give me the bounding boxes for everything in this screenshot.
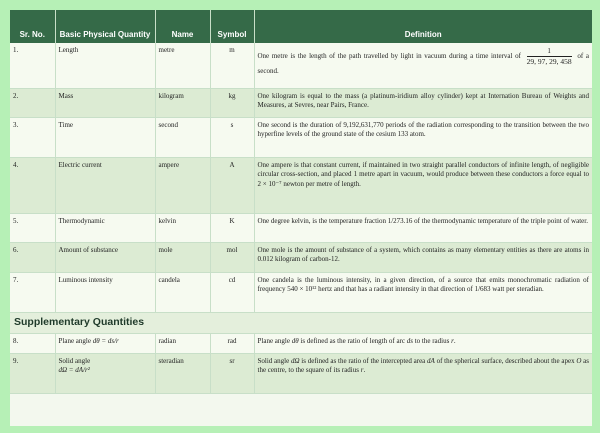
fraction-denominator: 29, 97, 29, 458: [526, 57, 572, 66]
row-quantity: Mass: [55, 88, 155, 117]
row-name: metre: [155, 43, 210, 88]
def-symbol: dA: [427, 356, 435, 365]
def-part: Plane angle: [257, 336, 292, 345]
def-part: of the spherical surface, described about the apex: [434, 356, 577, 365]
table-row: [10, 213, 592, 242]
row-quantity: Thermodynamic: [55, 213, 155, 242]
row-sr: 3.: [10, 117, 55, 157]
def-symbol: O: [576, 356, 582, 365]
table-row: [10, 333, 592, 353]
fraction: [527, 46, 572, 67]
section-title: Supplementary Quantities: [10, 312, 592, 333]
section-header-row: [10, 312, 592, 333]
row-sr: 7.: [10, 272, 55, 312]
def-symbol: r: [360, 366, 364, 375]
row-sr: 1.: [10, 43, 55, 88]
quantity-formula: dΩ = dA/r²: [58, 366, 90, 375]
def-symbol: r: [451, 336, 454, 345]
row-sr: 8.: [10, 333, 55, 353]
col-header-definition: Definition: [254, 10, 592, 43]
row-definition: One mole is the amount of substance of a system, which contains as many elementary entities as there are atoms in 0.012 kilogram of carbon-12.: [254, 242, 592, 272]
row-definition: One second is the duration of 9,192,631,770 periods of the radiation corresponding to the transition between the two hyperfine levels of the ground state of the cesium 133 atom.: [254, 117, 592, 157]
row-sr: 5.: [10, 213, 55, 242]
row-quantity: Amount of substance: [55, 242, 155, 272]
row-definition: One degree kelvin, is the temperature fraction 1/273.16 of the thermodynamic temperature of the triple point of water.: [254, 213, 592, 242]
def-part: to the radius: [412, 336, 452, 345]
row-symbol: A: [210, 157, 254, 213]
row-sr: 4.: [10, 157, 55, 213]
table-row: [10, 272, 592, 312]
row-definition: [254, 333, 592, 353]
row-name: steradian: [155, 353, 210, 393]
row-name: mole: [155, 242, 210, 272]
quantity-label: Solid angle: [58, 356, 91, 365]
row-quantity: Luminous intensity: [55, 272, 155, 312]
row-definition: [254, 43, 592, 88]
definition-text: One metre is the length of the path travelled by light in vacuum during a time interval of: [257, 52, 521, 61]
row-quantity: [55, 353, 155, 393]
row-name: ampere: [155, 157, 210, 213]
quantity-label: Plane angle: [58, 336, 93, 345]
row-symbol: K: [210, 213, 254, 242]
table-row: [10, 43, 592, 88]
row-symbol: s: [210, 117, 254, 157]
row-quantity: Length: [55, 43, 155, 88]
def-part: Solid angle: [257, 356, 291, 365]
row-quantity: Time: [55, 117, 155, 157]
fraction-numerator: 1: [527, 46, 572, 57]
def-part: is defined as the ratio of length of arc: [298, 336, 407, 345]
row-name: candela: [155, 272, 210, 312]
row-symbol: m: [210, 43, 254, 88]
col-header-name: Name: [155, 10, 210, 43]
row-symbol: cd: [210, 272, 254, 312]
table-row: [10, 117, 592, 157]
row-definition: [254, 353, 592, 393]
def-part: .: [453, 336, 456, 345]
row-name: second: [155, 117, 210, 157]
row-symbol: rad: [210, 333, 254, 353]
row-name: kelvin: [155, 213, 210, 242]
row-sr: 2.: [10, 88, 55, 117]
def-symbol: ds: [406, 336, 413, 345]
row-symbol: sr: [210, 353, 254, 393]
row-name: kilogram: [155, 88, 210, 117]
def-symbol: dΩ: [290, 356, 300, 365]
row-symbol: kg: [210, 88, 254, 117]
table-header-row: [10, 10, 592, 43]
row-sr: 9.: [10, 353, 55, 393]
row-definition: One candela is the luminous intensity, in a given direction, of a source that emits monochromatic radiation of frequency 540 × 10¹² hertz and that has a radiant intensity in that direction of 1/683 watt per steradian.: [254, 272, 592, 312]
def-part: .: [363, 366, 366, 375]
table-row: [10, 353, 592, 393]
row-name: radian: [155, 333, 210, 353]
si-units-table: [10, 10, 592, 394]
row-symbol: mol: [210, 242, 254, 272]
quantity-formula: dθ = ds/r: [92, 336, 119, 345]
si-units-table-card: [10, 10, 592, 426]
table-row: [10, 88, 592, 117]
def-part: as the centre, to the square of its radius: [257, 356, 589, 375]
col-header-quantity: Basic Physical Quantity: [55, 10, 155, 43]
row-quantity: Electric current: [55, 157, 155, 213]
def-symbol: dθ: [291, 336, 299, 345]
col-header-sr: Sr. No.: [10, 10, 55, 43]
table-row: [10, 157, 592, 213]
table-row: [10, 242, 592, 272]
row-definition: One ampere is that constant current, if maintained in two straight parallel conductors of infinite length, of negligible circular cross-section, and placed 1 metre apart in vacuum, would produce between these conductors a force equal to 2 × 10⁻⁷ newton per metre of length.: [254, 157, 592, 213]
definition-text-end: of a second.: [257, 52, 590, 75]
row-quantity: [55, 333, 155, 353]
col-header-symbol: Symbol: [210, 10, 254, 43]
row-definition: One kilogram is equal to the mass (a platinum-iridium alloy cylinder) kept at Internation Bureau of Weights and Measures, at Sevres, near Pairs, France.: [254, 88, 592, 117]
row-sr: 6.: [10, 242, 55, 272]
def-part: is defined as the ratio of the intercepted area: [299, 356, 428, 365]
